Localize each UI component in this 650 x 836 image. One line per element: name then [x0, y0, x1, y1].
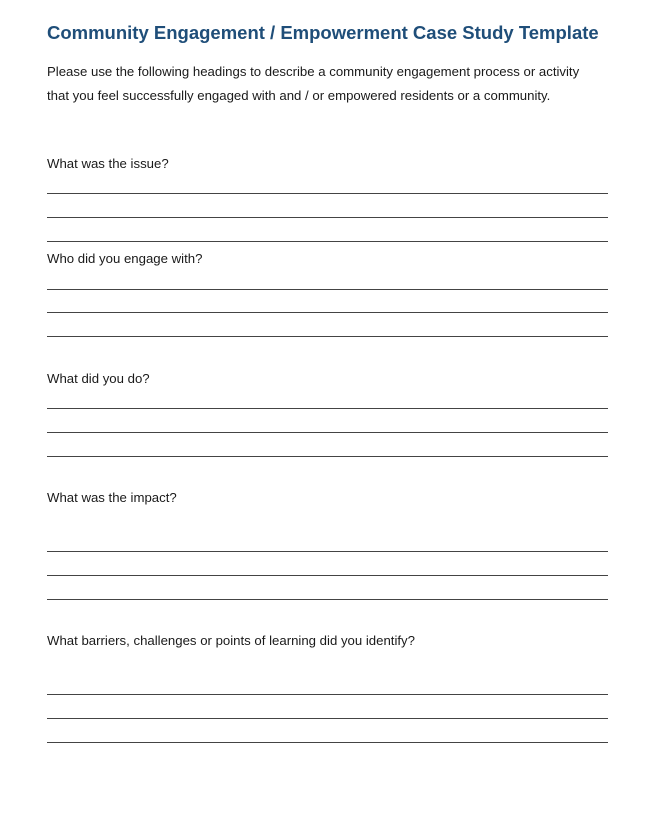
answer-line[interactable] — [47, 217, 608, 218]
answer-line[interactable] — [47, 718, 608, 719]
question-label-impact: What was the impact? — [47, 490, 177, 505]
answer-line[interactable] — [47, 408, 608, 409]
question-label-barriers: What barriers, challenges or points of learning did you identify? — [47, 633, 415, 648]
answer-line[interactable] — [47, 289, 608, 290]
answer-line[interactable] — [47, 599, 608, 600]
answer-line[interactable] — [47, 241, 608, 242]
question-label-actions: What did you do? — [47, 371, 150, 386]
answer-line[interactable] — [47, 312, 608, 313]
answer-line[interactable] — [47, 742, 608, 743]
intro-line-2: that you feel successfully engaged with and / or empowered residents or a community. — [47, 88, 551, 103]
answer-line[interactable] — [47, 551, 608, 552]
answer-line[interactable] — [47, 336, 608, 337]
answer-line[interactable] — [47, 694, 608, 695]
intro-line-1: Please use the following headings to describe a community engagement process or activity — [47, 64, 580, 79]
question-label-issue: What was the issue? — [47, 156, 169, 171]
answer-line[interactable] — [47, 193, 608, 194]
question-label-engage: Who did you engage with? — [47, 251, 203, 266]
answer-line[interactable] — [47, 432, 608, 433]
answer-line[interactable] — [47, 575, 608, 576]
intro-text — [47, 60, 612, 108]
answer-line[interactable] — [47, 456, 608, 457]
page-title: Community Engagement / Empowerment Case Study Template — [47, 22, 599, 43]
